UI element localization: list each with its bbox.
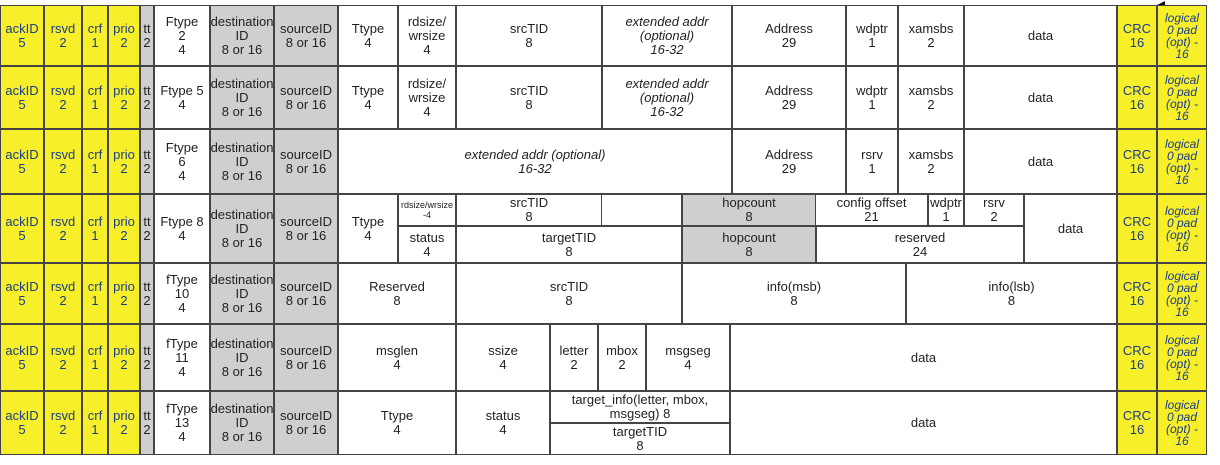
- crf-field: crf 1: [82, 194, 108, 263]
- wdptr-field: wdptr 1: [846, 5, 898, 66]
- info-lsb-field: info(lsb) 8: [906, 263, 1117, 324]
- data-field: data: [730, 391, 1117, 455]
- reserved-field: reserved 24: [816, 226, 1024, 263]
- prio-field: prio 2: [108, 66, 140, 129]
- logical-pad-field: logical 0 pad (opt) - 16: [1157, 66, 1207, 129]
- prio-field: prio 2: [108, 129, 140, 194]
- tt-field: tt 2: [140, 391, 154, 455]
- crf-field: crf 1: [82, 5, 108, 66]
- logical-pad-field: logical 0 pad (opt) - 16: [1157, 5, 1207, 66]
- ssize-field: ssize 4: [456, 324, 550, 391]
- crc-field: CRC 16: [1117, 194, 1157, 263]
- srctid-field: srcTID 8: [456, 263, 682, 324]
- destination-id-field: destination ID 8 or 16: [210, 391, 274, 455]
- xamsbs-field: xamsbs 2: [898, 66, 964, 129]
- source-id-field: sourceID 8 or 16: [274, 391, 338, 455]
- msgseg-field: msgseg 4: [646, 324, 730, 391]
- rsvd-field: rsvd 2: [44, 129, 82, 194]
- crf-field: crf 1: [82, 263, 108, 324]
- tt-field: tt 2: [140, 263, 154, 324]
- prio-field: prio 2: [108, 263, 140, 324]
- logical-pad-field: logical 0 pad (opt) - 16: [1157, 194, 1207, 263]
- ackid-field: ackID 5: [0, 129, 44, 194]
- mbox-field: mbox 2: [598, 324, 646, 391]
- ftype-field: fType 13 4: [154, 391, 210, 455]
- config-offset-field: config offset 21: [816, 194, 928, 226]
- rsvd-field: rsvd 2: [44, 194, 82, 263]
- tt-field: tt 2: [140, 324, 154, 391]
- ttype-field: Ttype 4: [338, 66, 398, 129]
- letter-field: letter 2: [550, 324, 598, 391]
- destination-id-field: destination ID 8 or 16: [210, 324, 274, 391]
- tt-field: tt 2: [140, 194, 154, 263]
- tt-field: tt 2: [140, 66, 154, 129]
- address-field: Address 29: [732, 129, 846, 194]
- target-tid-field: targetTID 8: [456, 226, 682, 263]
- crc-field: CRC 16: [1117, 391, 1157, 455]
- rsvd-field: rsvd 2: [44, 324, 82, 391]
- prio-field: prio 2: [108, 5, 140, 66]
- ackid-field: ackID 5: [0, 391, 44, 455]
- ftype-field: Ftype 6 4: [154, 129, 210, 194]
- rsvd-field: rsvd 2: [44, 66, 82, 129]
- crc-field: CRC 16: [1117, 129, 1157, 194]
- ftype-field: fType 11 4: [154, 324, 210, 391]
- address-field: Address 29: [732, 5, 846, 66]
- crf-field: crf 1: [82, 129, 108, 194]
- status-field: status 4: [398, 226, 456, 263]
- ackid-field: ackID 5: [0, 324, 44, 391]
- hopcount-field-lower: hopcount 8: [682, 226, 816, 263]
- ftype-field: Ftype 2 4: [154, 5, 210, 66]
- crf-field: crf 1: [82, 66, 108, 129]
- rsvd-field: rsvd 2: [44, 263, 82, 324]
- ftype-field: Ftype 5 4: [154, 66, 210, 129]
- logical-pad-field: logical 0 pad (opt) - 16: [1157, 129, 1207, 194]
- ftype-field: Ftype 8 4: [154, 194, 210, 263]
- destination-id-field: destination ID 8 or 16: [210, 194, 274, 263]
- crc-field: CRC 16: [1117, 66, 1157, 129]
- wdptr-field: wdptr 1: [928, 194, 964, 226]
- data-field: data: [730, 324, 1117, 391]
- rsvd-field: rsvd 2: [44, 5, 82, 66]
- ackid-field: ackID 5: [0, 5, 44, 66]
- info-msb-field: info(msb) 8: [682, 263, 906, 324]
- extended-addr-field: extended addr (optional) 16-32: [338, 129, 732, 194]
- ackid-field: ackID 5: [0, 194, 44, 263]
- logical-pad-field: logical 0 pad (opt) - 16: [1157, 391, 1207, 455]
- srctid-field: srcTID 8: [456, 5, 602, 66]
- destination-id-field: destination ID 8 or 16: [210, 5, 274, 66]
- hopcount-field: hopcount 8: [682, 194, 816, 226]
- source-id-field: sourceID 8 or 16: [274, 129, 338, 194]
- ackid-field: ackID 5: [0, 66, 44, 129]
- crc-field: CRC 16: [1117, 263, 1157, 324]
- crf-field: crf 1: [82, 391, 108, 455]
- rsvd-field: rsvd 2: [44, 391, 82, 455]
- data-field: data: [1024, 194, 1117, 263]
- msglen-field: msglen 4: [338, 324, 456, 391]
- ttype-field: Ttype 4: [338, 5, 398, 66]
- destination-id-field: destination ID 8 or 16: [210, 263, 274, 324]
- rsrv-field: rsrv 1: [846, 129, 898, 194]
- data-field: data: [964, 129, 1117, 194]
- prio-field: prio 2: [108, 194, 140, 263]
- srctid-spacer: [602, 194, 682, 226]
- target-info-field: target_info(letter, mbox, msgseg) 8: [550, 391, 730, 423]
- tt-field: tt 2: [140, 5, 154, 66]
- data-field: data: [964, 5, 1117, 66]
- rsrv-field: rsrv 2: [964, 194, 1024, 226]
- crf-field: crf 1: [82, 324, 108, 391]
- ttype-field: Ttype 4: [338, 194, 398, 263]
- prio-field: prio 2: [108, 324, 140, 391]
- wdptr-field: wdptr 1: [846, 66, 898, 129]
- destination-id-field: destination ID 8 or 16: [210, 129, 274, 194]
- address-field: Address 29: [732, 66, 846, 129]
- source-id-field: sourceID 8 or 16: [274, 263, 338, 324]
- data-field: data: [964, 66, 1117, 129]
- destination-id-field: destination ID 8 or 16: [210, 66, 274, 129]
- crc-field: CRC 16: [1117, 324, 1157, 391]
- logical-pad-field: logical 0 pad (opt) - 16: [1157, 263, 1207, 324]
- source-id-field: sourceID 8 or 16: [274, 5, 338, 66]
- ttype-field: Ttype 4: [338, 391, 456, 455]
- prio-field: prio 2: [108, 391, 140, 455]
- rdsize-wrsize-field: rdsize/ wrsize 4: [398, 66, 456, 129]
- xamsbs-field: xamsbs 2: [898, 129, 964, 194]
- xamsbs-field: xamsbs 2: [898, 5, 964, 66]
- srctid-field: srcTID 8: [456, 66, 602, 129]
- ftype-field: fType 10 4: [154, 263, 210, 324]
- source-id-field: sourceID 8 or 16: [274, 66, 338, 129]
- reserved-field: Reserved 8: [338, 263, 456, 324]
- rdsize-wrsize-field: rdsize/ wrsize 4: [398, 5, 456, 66]
- status-field: status 4: [456, 391, 550, 455]
- rdsize-wrsize-field: rdsize/wrsize -4: [398, 194, 456, 226]
- ackid-field: ackID 5: [0, 263, 44, 324]
- target-tid-field: targetTID 8: [550, 423, 730, 455]
- logical-pad-field: logical 0 pad (opt) - 16: [1157, 324, 1207, 391]
- extended-addr-field: extended addr (optional) 16-32: [602, 66, 732, 129]
- crc-field: CRC 16: [1117, 5, 1157, 66]
- tt-field: tt 2: [140, 129, 154, 194]
- srctid-field: srcTID 8: [456, 194, 602, 226]
- source-id-field: sourceID 8 or 16: [274, 194, 338, 263]
- extended-addr-field: extended addr (optional) 16-32: [602, 5, 732, 66]
- source-id-field: sourceID 8 or 16: [274, 324, 338, 391]
